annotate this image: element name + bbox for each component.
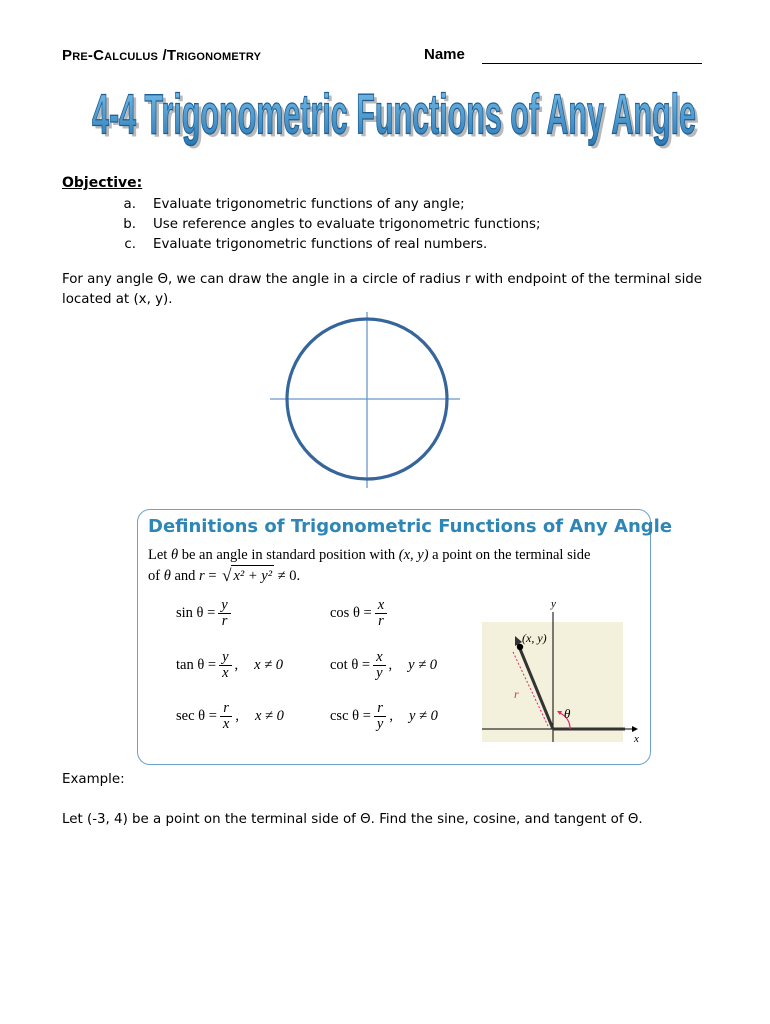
fraction-denominator: r [221,613,228,629]
figure-y-label: y [551,598,556,610]
formula-lhs: csc θ = [330,708,371,724]
fraction-numerator: y [218,598,230,614]
formula-lhs: sec θ = [176,708,217,724]
figure-theta-label: θ [564,706,571,721]
formula-sec: sec θ = $\frac{r}{x}$ , x ≠ 0 [176,700,284,732]
formula-lhs: cos θ = [330,605,372,621]
theta-symbol: θ [170,547,179,563]
course-header-part: P [62,47,73,64]
formula-cos [330,598,390,629]
formula-sin [176,598,234,629]
figure-r-label: r [514,687,519,701]
text-run: a point on the terminal side [428,547,591,563]
unit-circle-diagram [270,310,470,490]
definitions-intro [148,545,590,586]
fraction [375,598,387,629]
fraction-denominator: y [376,665,383,681]
radicand: x² + y² [231,565,274,586]
figure-point-label: (x, y) [522,631,547,645]
fraction [219,650,231,681]
objective-item-letter: c. [124,237,136,252]
course-header [62,47,261,64]
r-symbol: r [199,568,205,584]
x-axis-arrow-icon [632,726,638,732]
sqrt-icon: √ [222,566,232,585]
formula-csc: csc θ = $\frac{r}{y}$ , y ≠ 0 [330,700,438,732]
theta-symbol: θ [163,568,171,584]
text-run: ≠ 0. [274,568,301,584]
formula-condition: y ≠ 0 [408,657,438,673]
objective-heading: Objective: [62,175,143,191]
text-run: of [148,568,164,584]
objective-item [100,215,541,235]
formula-condition: x ≠ 0 [254,657,284,673]
fraction-denominator: x [222,665,229,681]
page-title [88,76,708,156]
fraction-denominator: r [378,613,384,629]
objective-item [100,235,541,255]
fraction-numerator: x [373,650,385,666]
fraction-numerator: r [374,701,386,717]
text-run: = [204,568,221,584]
fraction [373,650,385,681]
text-run: and [170,568,200,584]
text-run: be an angle in standard position with [178,547,399,563]
objective-item-letter: b. [123,217,136,232]
definitions-line-1 [148,545,590,565]
figure-x-label: x [634,733,639,744]
fraction-numerator: r [220,701,232,717]
fraction-numerator: y [219,650,231,666]
definitions-line-2 [148,565,590,586]
example-label: Example: [62,772,125,787]
course-header-part: /T [158,47,177,64]
page-title-text: 4-4 Trigonometric Functions of Any Angle [92,82,696,146]
example-text: Let (-3, 4) be a point on the terminal side of Θ. Find the sine, cosine, and tangent of Θ. [62,812,643,827]
fraction [218,598,230,629]
fraction-denominator: y [376,716,384,732]
fraction-denominator: x [222,716,230,732]
course-header-part: RE [72,51,88,63]
fraction-numerator: x [375,598,387,614]
intro-paragraph: For any angle Θ, we can draw the angle in a circle of radius r with endpoint of the terminal side located at (x, y). [62,272,703,307]
fraction [374,701,386,732]
objective-list [100,195,541,255]
name-label: Name [424,46,465,63]
text-run: Let [148,547,171,563]
objective-item-text: Evaluate trigonometric functions of any angle; [153,197,465,212]
page-title-shadow: 4-4 Trigonometric Functions of Any Angle [95,85,699,149]
formula-lhs: tan θ = [176,657,217,673]
formula-cot: cot θ = $\frac{x}{y}$ , y ≠ 0 [330,649,438,681]
course-header-part: ALCULUS [104,51,159,63]
point-notation: (x, y) [398,547,429,563]
formula-lhs: sin θ = [176,605,216,621]
course-header-part: -C [87,47,105,64]
definitions-title: Definitions of Trigonometric Functions of Any Angle [148,516,673,537]
course-header-part: RIGONOMETRY [176,51,262,63]
formula-lhs: cot θ = [330,657,371,673]
fraction [220,701,232,732]
objective-item-text: Use reference angles to evaluate trigonometric functions; [153,217,541,232]
objective-item-text: Evaluate trigonometric functions of real numbers. [153,237,488,252]
name-blank-line[interactable] [482,46,702,64]
objective-item [100,195,541,215]
objective-item-letter: a. [123,197,136,212]
formula-condition: x ≠ 0 [254,708,284,724]
formula-tan: tan θ = $\frac{y}{x}$ , x ≠ 0 [176,649,284,681]
terminal-side-diagram [482,594,644,744]
formula-condition: y ≠ 0 [408,708,438,724]
